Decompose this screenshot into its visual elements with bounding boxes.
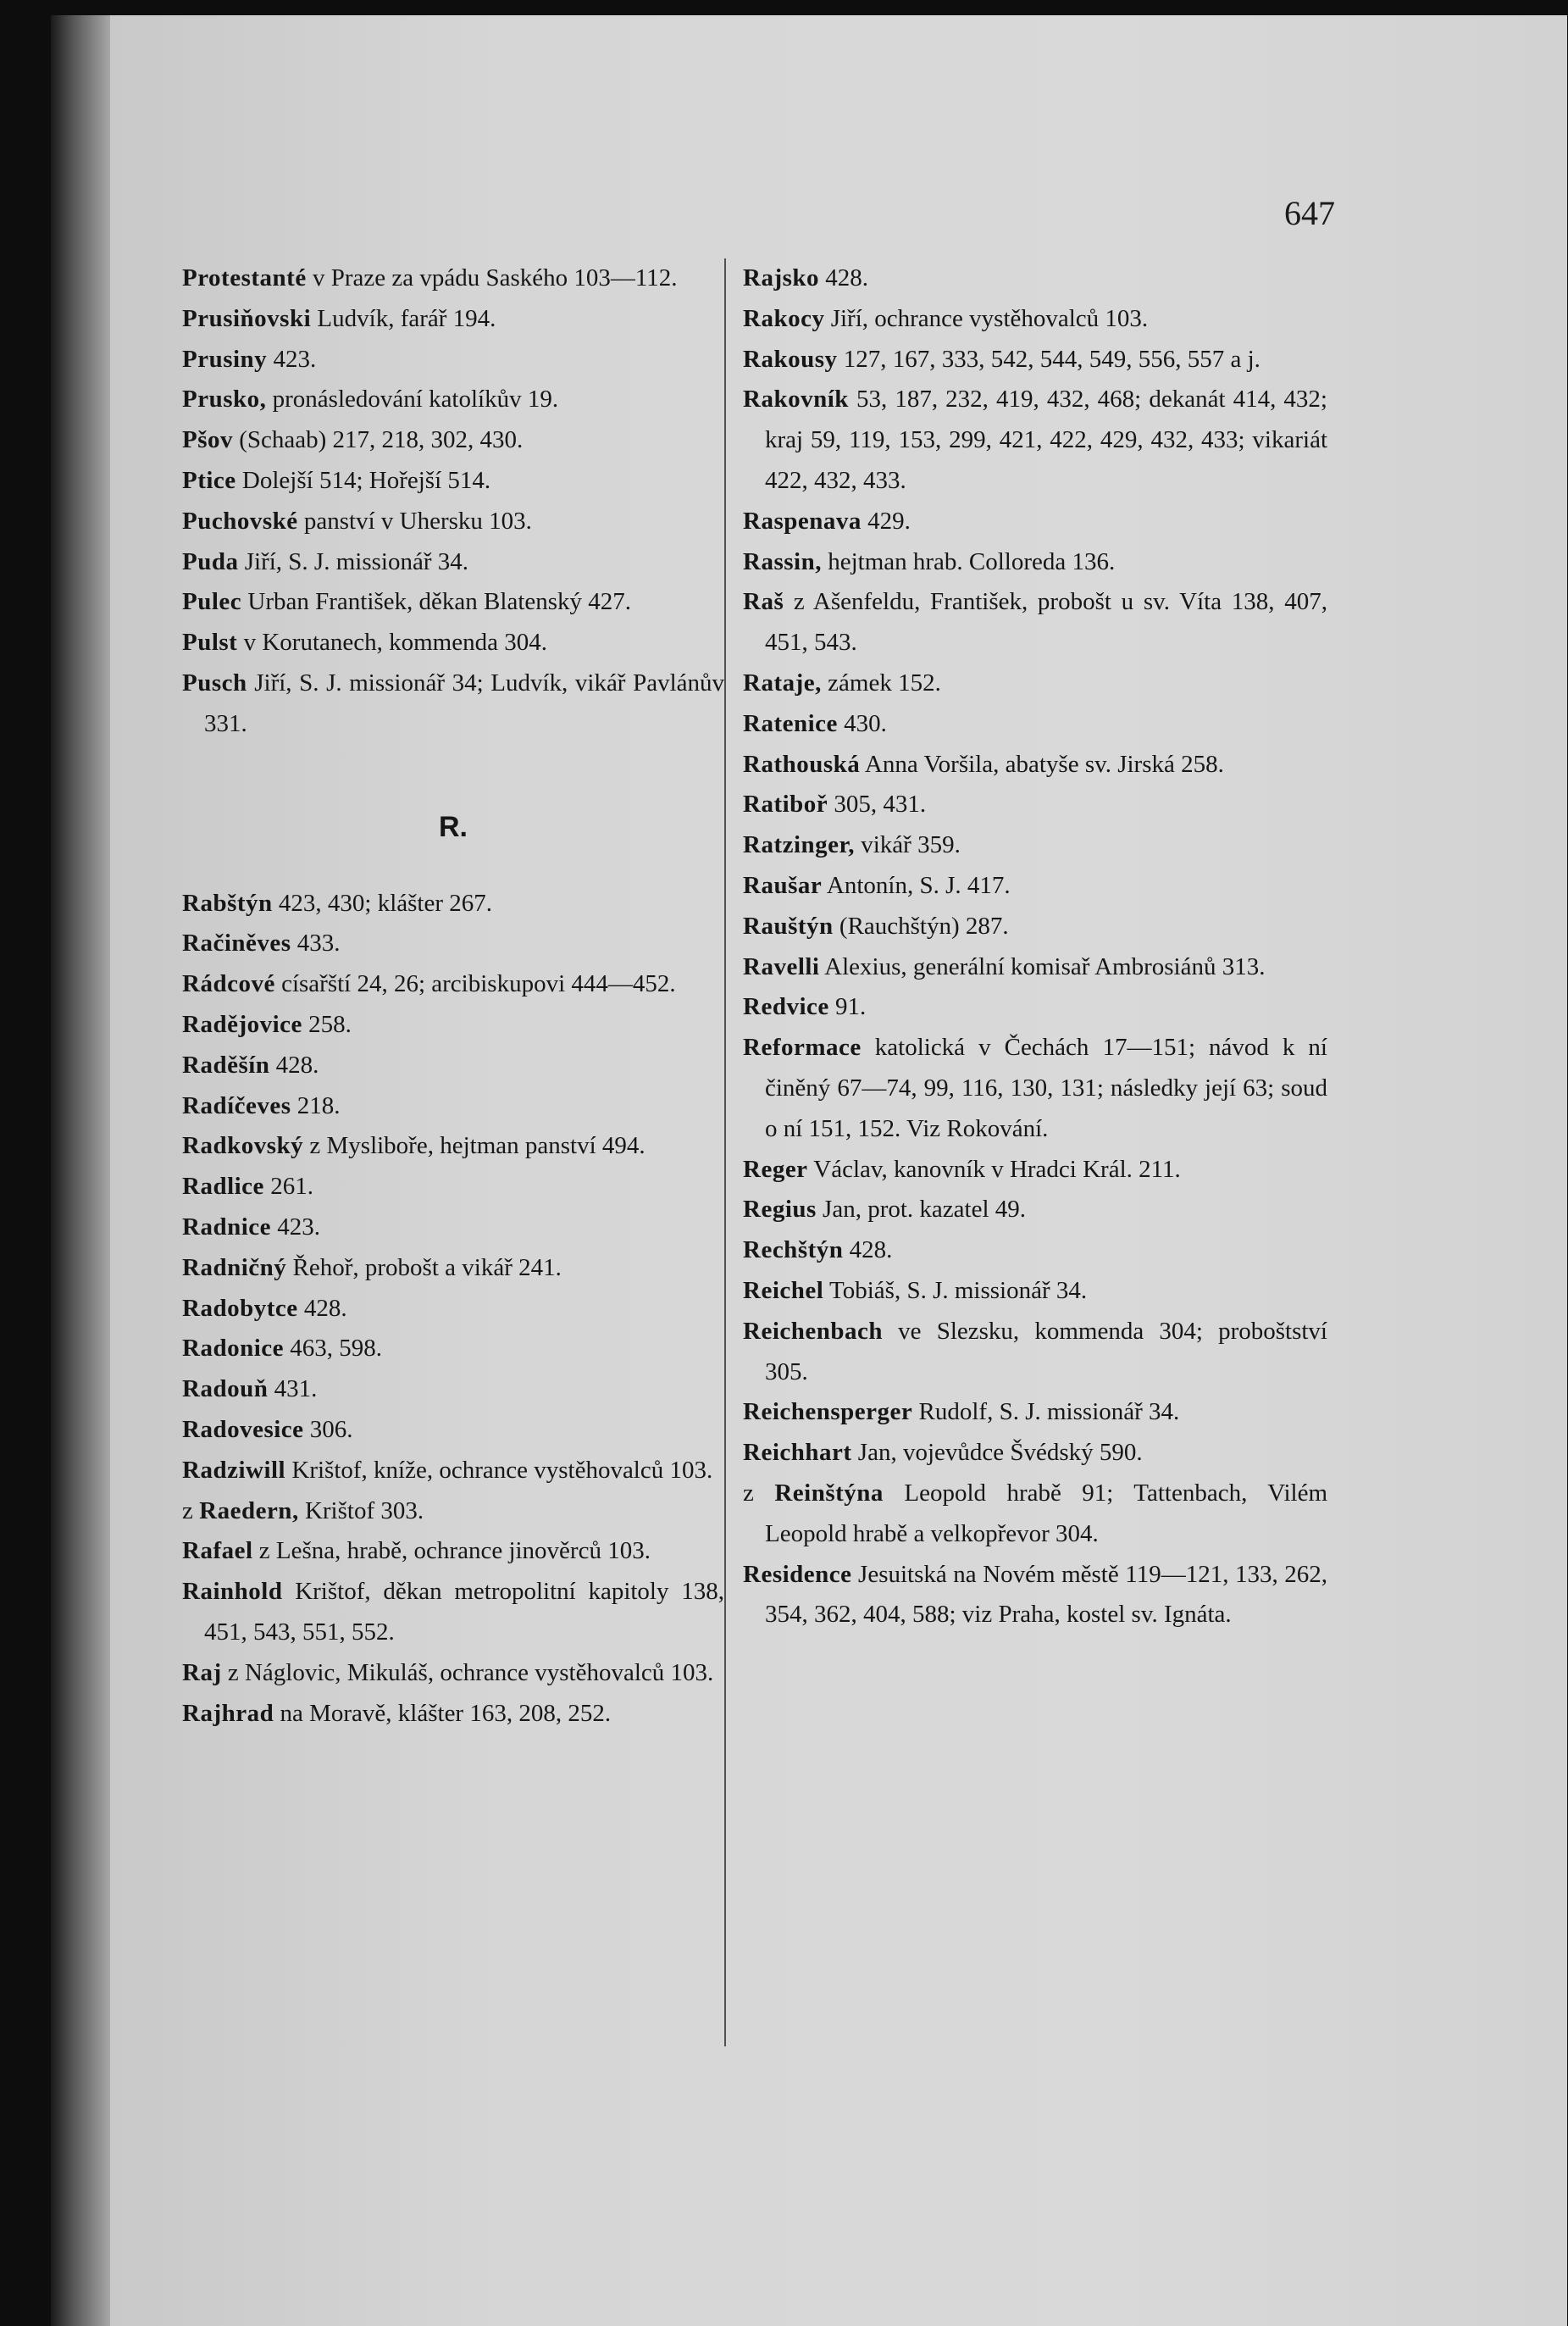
index-entry [182, 1369, 724, 1410]
index-entry [182, 1086, 724, 1127]
entry-headword: Radlice [182, 1173, 264, 1201]
entry-headword: Reichel [743, 1276, 824, 1304]
index-entry [182, 420, 724, 461]
entry-references: císařští 24, 26; arcibiskupovi 444—452. [274, 970, 676, 998]
index-entry [743, 745, 1327, 786]
entry-headword: Rakocy [743, 304, 825, 332]
entry-headword: Rabštýn [182, 889, 273, 917]
page-number: 647 [1284, 194, 1335, 232]
index-entry [182, 299, 724, 340]
entry-headword: Prusiny [182, 345, 268, 373]
entry-references: Jesuitská na Novém městě 119—121, 133, 262, 354, 362, 404, 588; viz Praha, kostel sv. Ignáta. [765, 1560, 1327, 1629]
entry-references: Václav, kanovník v Hradci Král. 211. [807, 1155, 1181, 1183]
entry-headword: Radějovice [182, 1010, 302, 1038]
entry-headword: Ratzinger, [743, 831, 855, 859]
index-entries-r [182, 884, 724, 1735]
entry-references: Jan, vojevůdce Švédský 590. [851, 1439, 1143, 1467]
entry-references: 218. [291, 1091, 341, 1119]
entry-headword: Rataje, [743, 669, 822, 697]
index-entry [182, 461, 724, 502]
entry-headword: Radničný [182, 1253, 287, 1281]
entry-references: vikář 359. [855, 831, 961, 859]
entry-references: 261. [263, 1173, 313, 1201]
entry-headword: Pulst [182, 629, 238, 657]
index-entry [182, 1126, 724, 1167]
entry-references: Ludvík, farář 194. [311, 304, 496, 332]
entry-headword: Ravelli [743, 952, 820, 980]
index-entry [182, 1451, 724, 1491]
index-entry [743, 502, 1327, 542]
entry-references: Antonín, S. J. 417. [822, 871, 1011, 899]
index-entry [743, 825, 1327, 866]
entry-references: 431. [268, 1375, 318, 1403]
entry-references: 423. [267, 345, 317, 373]
entry-references: 423, 430; klášter 267. [272, 889, 493, 917]
entry-headword: Pulec [182, 588, 242, 616]
entry-references: Krištof, děkan metropolitní kapitoly 138, 451, 543, 551, 552. [204, 1578, 724, 1646]
index-entry [182, 1531, 724, 1572]
entry-references: z Ašenfeldu, František, probošt u sv. Víta 138, 407, 451, 543. [765, 588, 1327, 657]
entry-headword: Reichensperger [743, 1398, 913, 1426]
entry-references: 258. [302, 1010, 352, 1038]
index-entries-p [182, 258, 724, 745]
entry-references: 430. [837, 709, 887, 737]
entry-headword: Rakovník [743, 386, 849, 414]
entry-headword: Rathouská [743, 750, 861, 778]
index-entry [743, 1190, 1327, 1230]
index-entries-r-continued [743, 258, 1327, 1635]
index-entry [182, 1491, 724, 1532]
entry-headword: Redvice [743, 993, 829, 1021]
index-entry [743, 340, 1327, 380]
entry-prefix: z [743, 1479, 775, 1507]
entry-references: Jiří, S. J. missionář 34; Ludvík, vikář Pavlánův 331. [204, 669, 724, 737]
entry-headword: Rassin, [743, 547, 822, 575]
entry-references: 127, 167, 333, 542, 544, 549, 556, 557 a j. [837, 345, 1260, 373]
entry-headword: Ptice [182, 466, 236, 494]
left-column [182, 258, 724, 1734]
index-entry [182, 924, 724, 964]
entry-headword: Residence [743, 1560, 852, 1588]
entry-headword: Radouň [182, 1375, 269, 1403]
index-entry [743, 299, 1327, 340]
entry-headword: Raspenava [743, 507, 862, 535]
entry-headword: Raš [743, 588, 784, 616]
entry-headword: Ratiboř [743, 791, 828, 819]
entry-references: 305, 431. [828, 791, 927, 819]
entry-references: (Rauchštýn) 287. [833, 912, 1009, 940]
index-entry [182, 1248, 724, 1289]
entry-references: 463, 598. [284, 1335, 382, 1363]
entry-prefix: z [182, 1496, 200, 1524]
entry-references: Krištof 303. [298, 1496, 424, 1524]
entry-headword: Račiněves [182, 930, 291, 958]
entry-references: (Schaab) 217, 218, 302, 430. [233, 426, 524, 454]
entry-references: panství v Uhersku 103. [297, 507, 532, 535]
entry-references: zámek 152. [821, 669, 941, 697]
section-letter: R. [439, 810, 468, 843]
entry-headword: Rakousy [743, 345, 838, 373]
index-entry [182, 1207, 724, 1248]
entry-references: 433. [291, 930, 341, 958]
index-entry [743, 1230, 1327, 1271]
index-entry [743, 704, 1327, 745]
entry-headword: Prusiňovski [182, 304, 312, 332]
right-column [743, 258, 1327, 1635]
index-entry [182, 623, 724, 663]
index-entry [743, 582, 1327, 663]
index-entry [743, 1150, 1327, 1191]
entry-headword: Radobytce [182, 1294, 298, 1322]
index-entry [743, 987, 1327, 1028]
index-entry [743, 258, 1327, 299]
binding-edge [51, 15, 110, 2326]
entry-references: ve Slezsku, kommenda 304; proboštství 305. [765, 1317, 1327, 1385]
entry-references: 91. [828, 993, 867, 1021]
index-entry [182, 1289, 724, 1330]
index-entry [182, 1005, 724, 1046]
index-entry [182, 502, 724, 542]
entry-headword: Raj [182, 1658, 222, 1686]
index-entry [182, 663, 724, 745]
entry-headword: Reichhart [743, 1439, 852, 1467]
entry-headword: Reger [743, 1155, 808, 1183]
index-entry [743, 663, 1327, 704]
entry-headword: Radíčeves [182, 1091, 291, 1119]
entry-references: 423. [271, 1213, 320, 1241]
entry-references: na Moravě, klášter 163, 208, 252. [274, 1699, 612, 1727]
index-entry [182, 1329, 724, 1369]
index-entry [182, 884, 724, 924]
index-entry [182, 1694, 724, 1735]
entry-headword: Puda [182, 547, 239, 575]
entry-references: 306. [303, 1415, 353, 1443]
entry-references: Alexius, generální komisař Ambrosiánů 313. [819, 952, 1266, 980]
index-entry [743, 1433, 1327, 1474]
entry-references: 53, 187, 232, 419, 432, 468; dekanát 414, 432; kraj 59, 119, 153, 299, 421, 422, 429, 432, 433; vikariát 422, 432, 433. [765, 386, 1327, 494]
entry-references: Anna Voršila, abatyše sv. Jirská 258. [860, 750, 1224, 778]
entry-references: 428. [269, 1051, 319, 1079]
entry-references: v Praze za vpádu Saského 103—112. [306, 264, 678, 291]
entry-references: v Korutanech, kommenda 304. [237, 629, 547, 657]
entry-headword: Pšov [182, 426, 233, 454]
index-entry [182, 1572, 724, 1653]
index-entry [743, 1028, 1327, 1149]
entry-headword: Rajsko [743, 264, 820, 291]
index-entry [182, 1410, 724, 1451]
index-entry [743, 866, 1327, 907]
entry-references: 429. [861, 507, 911, 535]
entry-headword: Rádcové [182, 970, 275, 998]
index-entry [182, 1653, 724, 1694]
index-entry [743, 785, 1327, 825]
entry-references: z Mysliboře, hejtman panství 494. [303, 1132, 645, 1160]
index-entry [182, 380, 724, 420]
index-entry [743, 947, 1327, 988]
entry-references: Dolejší 514; Hořejší 514. [235, 466, 491, 494]
index-entry [182, 1167, 724, 1207]
index-entry [182, 542, 724, 583]
entry-references: Jiří, S. J. missionář 34. [238, 547, 468, 575]
entry-headword: Rechštýn [743, 1236, 844, 1264]
index-entry [743, 1392, 1327, 1433]
entry-references: Krištof, kníže, ochrance vystěhovalců 103. [285, 1456, 713, 1484]
entry-references: 428. [819, 264, 869, 291]
entry-references: Řehoř, probošt a vikář 241. [286, 1253, 562, 1281]
index-entry [182, 1046, 724, 1086]
entry-headword: Prusko, [182, 386, 267, 414]
entry-headword: Radziwill [182, 1456, 286, 1484]
index-entry [743, 542, 1327, 583]
entry-headword: Raděšín [182, 1051, 270, 1079]
entry-references: 428. [297, 1294, 347, 1322]
entry-headword: Protestanté [182, 264, 307, 291]
entry-references: katolická v Čechách 17—151; návod k ní činěný 67—74, 99, 116, 130, 131; následky její 63; soud o ní 151, 152. Viz Rokování. [765, 1034, 1327, 1142]
entry-headword: Reformace [743, 1034, 862, 1062]
entry-headword: Rainhold [182, 1578, 283, 1606]
entry-references: Leopold hrabě 91; Tattenbach, Vilém Leopold hrabě a velkopřevor 304. [765, 1479, 1327, 1547]
index-entry [743, 1474, 1327, 1555]
entry-references: Jiří, ochrance vystěhovalců 103. [824, 304, 1149, 332]
index-entry [182, 258, 724, 299]
entry-headword: Radnice [182, 1213, 271, 1241]
entry-headword: Rafael [182, 1537, 253, 1565]
entry-headword: Pusch [182, 669, 247, 697]
entry-references: z Lešna, hrabě, ochrance jinověrců 103. [252, 1537, 651, 1565]
entry-references: pronásledování katolíkův 19. [266, 386, 559, 414]
index-entry [743, 907, 1327, 947]
entry-references: Tobiáš, S. J. missionář 34. [823, 1276, 1088, 1304]
entry-headword: Rauštýn [743, 912, 834, 940]
index-entry [743, 380, 1327, 501]
entry-headword: Ratenice [743, 709, 838, 737]
entry-headword: Reichenbach [743, 1317, 883, 1345]
index-entry [182, 964, 724, 1005]
entry-references: Jan, prot. kazatel 49. [816, 1196, 1027, 1224]
index-entry [743, 1555, 1327, 1636]
index-entry [182, 340, 724, 380]
entry-references: z Náglovic, Mikuláš, ochrance vystěhovalců 103. [221, 1658, 714, 1686]
column-divider [724, 258, 726, 2046]
entry-headword: Rajhrad [182, 1699, 274, 1727]
entry-references: hejtman hrab. Colloreda 136. [821, 547, 1116, 575]
entry-references: Rudolf, S. J. missionář 34. [912, 1398, 1180, 1426]
entry-headword: Radonice [182, 1335, 284, 1363]
index-entry [743, 1312, 1327, 1393]
entry-references: Urban František, děkan Blatenský 427. [241, 588, 632, 616]
entry-headword: Raedern, [199, 1496, 299, 1524]
entry-headword: Regius [743, 1196, 817, 1224]
entry-references: 428. [843, 1236, 893, 1264]
entry-headword: Raušar [743, 871, 823, 899]
entry-headword: Reinštýna [774, 1479, 884, 1507]
entry-headword: Radovesice [182, 1415, 304, 1443]
index-entry [743, 1271, 1327, 1312]
index-entry [182, 582, 724, 623]
entry-headword: Radkovský [182, 1132, 304, 1160]
entry-headword: Puchovské [182, 507, 298, 535]
